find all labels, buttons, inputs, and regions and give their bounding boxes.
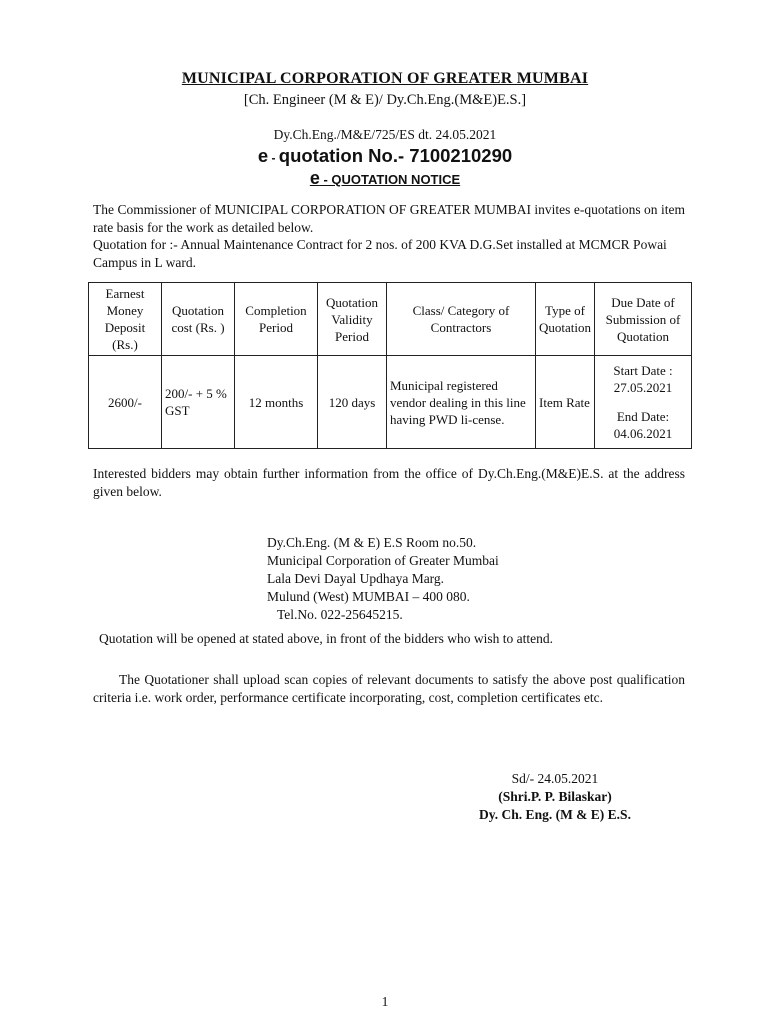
cell-cost: 200/- + 5 % GST [162, 356, 235, 449]
header-type: Type of Quotation [536, 283, 595, 356]
cell-due-date [595, 356, 692, 449]
page-number: 1 [381, 994, 389, 1009]
cell-completion: 12 months [235, 356, 318, 449]
quotation-details-table [88, 282, 692, 449]
signature-block [450, 770, 660, 824]
notice-text: - QUOTATION NOTICE [319, 172, 461, 187]
header-class: Class/ Category of Contractors [387, 283, 536, 356]
address-line: Dy.Ch.Eng. (M & E) E.S Room no.50. [267, 535, 477, 550]
address-line: Municipal Corporation of Greater Mumbai [267, 553, 499, 568]
intro-section [93, 201, 685, 271]
cell-emd: 2600/- [89, 356, 162, 449]
quotation-number: quotation No.- 7100210290 [278, 145, 513, 166]
end-date-label: End Date: [616, 409, 670, 424]
notice-prefix: e [309, 168, 320, 188]
start-date-label: Start Date : [613, 363, 673, 378]
table-header-row [89, 283, 692, 356]
quotation-prefix: e [257, 145, 269, 166]
notice-heading [0, 168, 770, 189]
table-row [89, 356, 692, 449]
cell-class: Municipal registered vendor dealing in this line having PWD li-cense. [387, 356, 536, 449]
document-subtitle: [Ch. Engineer (M & E)/ Dy.Ch.Eng.(M&E)E.S.] [243, 92, 527, 108]
signatory-designation: Dy. Ch. Eng. (M & E) E.S. [479, 807, 631, 822]
header-emd: Earnest Money Deposit (Rs.) [89, 283, 162, 356]
info-paragraph: Interested bidders may obtain further information from the office of Dy.Ch.Eng.(M&E)E.S. at the address given below. [93, 466, 685, 499]
quotation-number-heading [0, 145, 770, 167]
intro-paragraph: The Commissioner of MUNICIPAL CORPORATION OF GREATER MUMBAI invites e-quotations on item rate basis for the work as detailed below. [93, 202, 685, 235]
opening-note: Quotation will be opened at stated above, in front of the bidders who wish to attend. [99, 631, 554, 646]
start-date: 27.05.2021 [613, 380, 673, 395]
office-address [267, 534, 499, 624]
signatory-name: (Shri.P. P. Bilaskar) [498, 789, 612, 804]
document-title: MUNICIPAL CORPORATION OF GREATER MUMBAI [181, 70, 589, 87]
signature-date: Sd/- 24.05.2021 [511, 771, 599, 786]
quotation-dash: - [268, 151, 279, 165]
header-completion: Completion Period [235, 283, 318, 356]
upload-note-text: The Quotationer shall upload scan copies of relevant documents to satisfy the above post qualification criteria i.e. work order, performance certificate incorporating, cost, completion certificates etc. [93, 672, 685, 705]
header-validity: Quotation Validity Period [318, 283, 387, 356]
header-cost: Quotation cost (Rs. ) [162, 283, 235, 356]
cell-validity: 120 days [318, 356, 387, 449]
address-phone: Tel.No. 022-25645215. [277, 607, 403, 622]
cell-type: Item Rate [536, 356, 595, 449]
end-date: 04.06.2021 [613, 426, 673, 441]
reference-number: Dy.Ch.Eng./M&E/725/ES dt. 24.05.2021 [273, 127, 497, 142]
address-line: Lala Devi Dayal Updhaya Marg. [267, 571, 445, 586]
header-due-date: Due Date of Submission of Quotation [595, 283, 692, 356]
quotation-for: Quotation for :- Annual Maintenance Contract for 2 nos. of 200 KVA D.G.Set installed at MCMCR Powai Campus in L ward. [93, 237, 667, 270]
upload-note [93, 671, 685, 706]
address-line: Mulund (West) MUMBAI – 400 080. [267, 589, 470, 604]
